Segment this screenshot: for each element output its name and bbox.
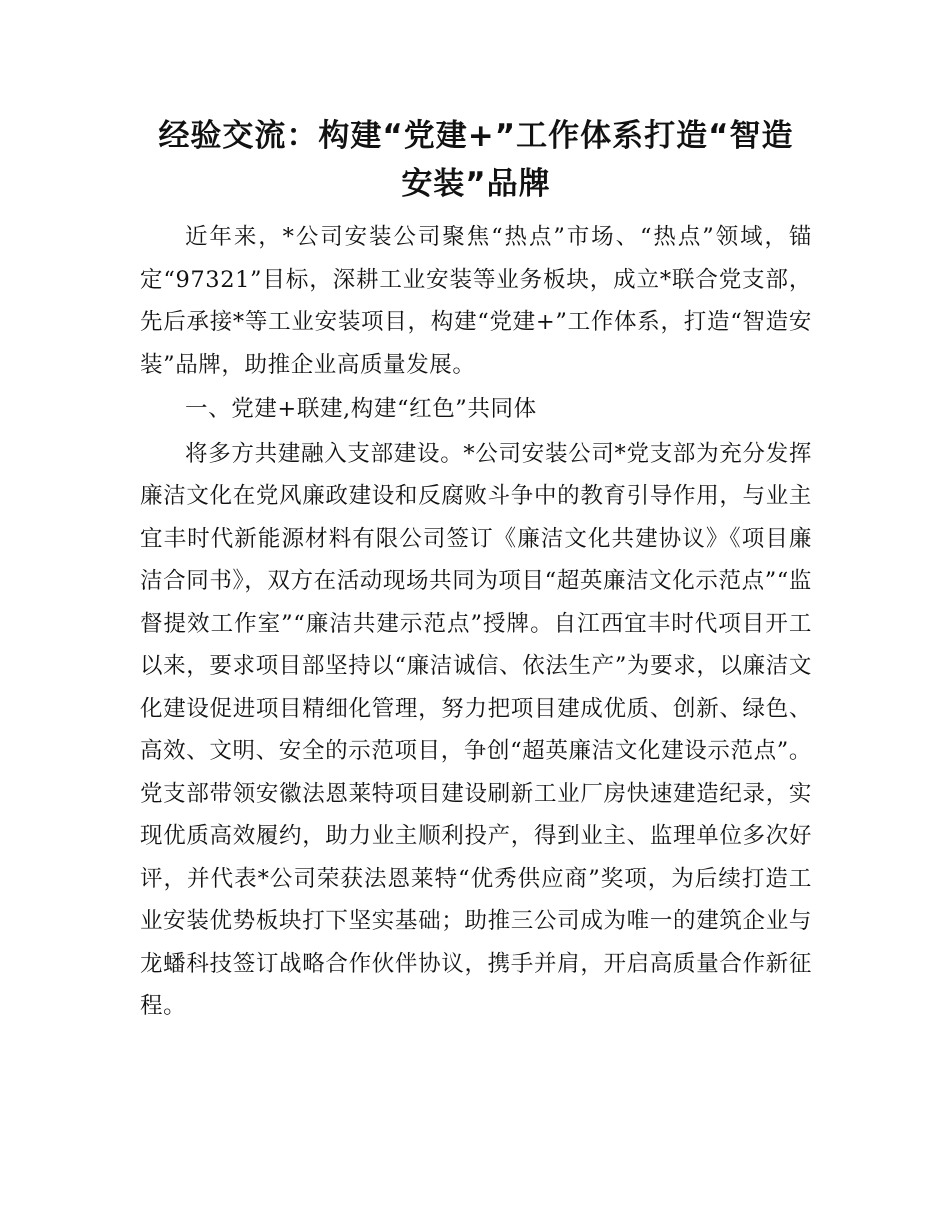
intro-paragraph: 近年来，*公司安装公司聚焦“热点”市场、“热点”领域，锚定“97321”目标，深耕工业安装等业务板块，成立*联合党支部，先后承接*等工业安装项目，构建“党建+”工作体系，打造“智造安装”品牌，助推企业高质量发展。 [140,224,812,378]
document-title [140,112,812,208]
section-1-heading: 一、党建+联建,构建“红色”共同体 [185,396,537,422]
section-1-paragraph: 将多方共建融入支部建设。*公司安装公司*党支部为充分发挥廉洁文化在党风廉政建设和反腐败斗争中的教育引导作用，与业主宜丰时代新能源材料有限公司签订《廉洁文化共建协议》《项目廉洁合同书》，双方在活动现场共同为项目“超英廉洁文化示范点”“监督提效工作室”“廉洁共建示范点”授牌。自江西宜丰时代项目开工以来，要求项目部坚持以“廉洁诚信、依法生产”为要求，以廉洁文化建设促进项目精细化管理，努力把项目建成优质、创新、绿色、高效、文明、安全的示范项目，争创“超英廉洁文化建设示范点”。党支部带领安徽法恩莱特项目建设刷新工业厂房快速建造纪录，实现优质高效履约，助力业主顺利投产，得到业主、监理单位多次好评，并代表*公司荣获法恩莱特“优秀供应商”奖项，为后续打造工业安装优势板块打下坚实基础；助推三公司成为唯一的建筑企业与龙蟠科技签订战略合作伙伴协议，携手并肩，开启高质量合作新征程。 [140,440,812,1019]
document-page [140,112,812,1028]
title-line-1: 经验交流：构建“党建+”工作体系打造“智造 [158,118,794,154]
title-line-2: 安装”品牌 [401,166,551,202]
